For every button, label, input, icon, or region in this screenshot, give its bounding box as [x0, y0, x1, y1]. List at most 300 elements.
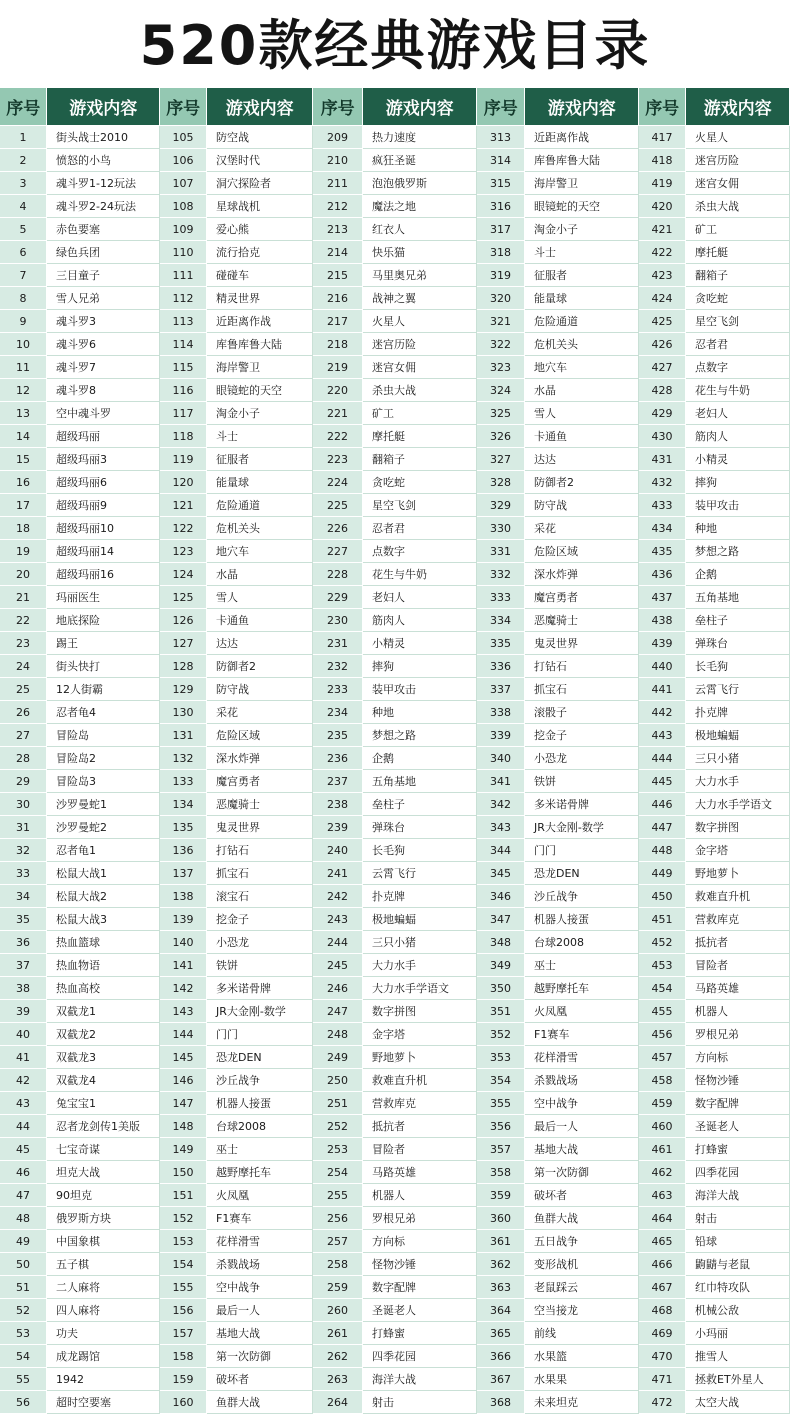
row-number: 49 [0, 1230, 47, 1253]
row-number: 359 [477, 1184, 525, 1207]
row-number: 466 [639, 1253, 686, 1276]
table-row [639, 287, 790, 310]
row-number: 133 [160, 770, 207, 793]
row-number: 24 [0, 655, 47, 678]
game-name: 斗士 [525, 241, 639, 264]
table-row [160, 977, 313, 1000]
column-header [477, 88, 639, 126]
row-number: 329 [477, 494, 525, 517]
row-number: 460 [639, 1115, 686, 1138]
game-name: 五角基地 [363, 770, 477, 793]
table-row [313, 724, 477, 747]
table-row [0, 1322, 160, 1345]
table-row [160, 425, 313, 448]
column-header [0, 88, 160, 126]
game-name: 罗根兄弟 [686, 1023, 790, 1046]
table-row [313, 1276, 477, 1299]
row-number: 116 [160, 379, 207, 402]
table-row [160, 839, 313, 862]
game-name: 海岸警卫 [525, 172, 639, 195]
table-row [639, 241, 790, 264]
row-number: 226 [313, 517, 363, 540]
row-number: 54 [0, 1345, 47, 1368]
table-row [477, 954, 639, 977]
table-row [0, 1000, 160, 1023]
game-name: 危机关头 [525, 333, 639, 356]
game-name: 弹珠台 [363, 816, 477, 839]
row-number: 430 [639, 425, 686, 448]
table-row [0, 977, 160, 1000]
table-row [160, 1368, 313, 1391]
game-name: 铁饼 [207, 954, 313, 977]
table-row [313, 333, 477, 356]
row-number: 364 [477, 1299, 525, 1322]
game-name: 征服者 [207, 448, 313, 471]
game-name: 沙罗曼蛇1 [47, 793, 160, 816]
row-number: 109 [160, 218, 207, 241]
table-row [160, 379, 313, 402]
table-row [160, 931, 313, 954]
table-row [313, 1000, 477, 1023]
table-row [477, 724, 639, 747]
row-number: 350 [477, 977, 525, 1000]
row-number: 14 [0, 425, 47, 448]
game-name: 雪人 [525, 402, 639, 425]
table-row [639, 264, 790, 287]
row-number: 426 [639, 333, 686, 356]
table-row [313, 632, 477, 655]
table-row [477, 540, 639, 563]
table-row [313, 448, 477, 471]
table-row [0, 310, 160, 333]
game-name: 五角基地 [686, 586, 790, 609]
game-name: 90坦克 [47, 1184, 160, 1207]
row-number: 328 [477, 471, 525, 494]
row-number: 152 [160, 1207, 207, 1230]
game-name: 拯救ET外星人 [686, 1368, 790, 1391]
game-name: 扑克牌 [363, 885, 477, 908]
row-number: 324 [477, 379, 525, 402]
row-number: 444 [639, 747, 686, 770]
game-name: 长毛狗 [363, 839, 477, 862]
game-name: 五子棋 [47, 1253, 160, 1276]
table-row [0, 632, 160, 655]
game-name: 雪人兄弟 [47, 287, 160, 310]
row-number: 461 [639, 1138, 686, 1161]
row-number: 423 [639, 264, 686, 287]
row-number: 368 [477, 1391, 525, 1414]
row-number: 138 [160, 885, 207, 908]
row-number: 21 [0, 586, 47, 609]
row-number: 234 [313, 701, 363, 724]
game-name: 淘金小子 [207, 402, 313, 425]
row-number: 107 [160, 172, 207, 195]
row-number: 141 [160, 954, 207, 977]
row-number: 363 [477, 1276, 525, 1299]
table-row [160, 1161, 313, 1184]
table-row [0, 609, 160, 632]
table-row [160, 1253, 313, 1276]
table-row [477, 816, 639, 839]
row-number: 240 [313, 839, 363, 862]
table-row [477, 425, 639, 448]
row-number: 212 [313, 195, 363, 218]
table-row [477, 471, 639, 494]
table-row [639, 195, 790, 218]
game-name: 星球战机 [207, 195, 313, 218]
table-row [160, 494, 313, 517]
game-name: JR大金刚-数学 [525, 816, 639, 839]
game-name: 种地 [686, 517, 790, 540]
row-number: 247 [313, 1000, 363, 1023]
table-row [639, 1391, 790, 1414]
game-name: 危险通道 [207, 494, 313, 517]
game-name: 海岸警卫 [207, 356, 313, 379]
table-row [477, 862, 639, 885]
table-row [313, 1345, 477, 1368]
row-number: 151 [160, 1184, 207, 1207]
game-name: 筋肉人 [363, 609, 477, 632]
game-name: 爱心熊 [207, 218, 313, 241]
row-number: 10 [0, 333, 47, 356]
game-name: 危机关头 [207, 517, 313, 540]
table-row [160, 862, 313, 885]
table-row [313, 172, 477, 195]
game-name: 水晶 [207, 563, 313, 586]
game-name: 抵抗者 [363, 1115, 477, 1138]
game-name: 12人街霸 [47, 678, 160, 701]
table-row [0, 1069, 160, 1092]
row-number: 29 [0, 770, 47, 793]
row-number: 117 [160, 402, 207, 425]
table-row [639, 1161, 790, 1184]
table-row [477, 1345, 639, 1368]
game-name: 防守战 [525, 494, 639, 517]
game-name: 云霄飞行 [363, 862, 477, 885]
row-number: 346 [477, 885, 525, 908]
game-name: 绿色兵团 [47, 241, 160, 264]
game-name: 采花 [525, 517, 639, 540]
row-number: 137 [160, 862, 207, 885]
table-row [639, 724, 790, 747]
table-row [477, 448, 639, 471]
table-row [477, 264, 639, 287]
table-row [160, 1322, 313, 1345]
game-name: 巫士 [207, 1138, 313, 1161]
table-column-3 [313, 88, 477, 1414]
table-row [477, 172, 639, 195]
row-number: 106 [160, 149, 207, 172]
game-name: 台球2008 [207, 1115, 313, 1138]
row-number: 366 [477, 1345, 525, 1368]
row-number: 358 [477, 1161, 525, 1184]
table-row [477, 310, 639, 333]
table-row [0, 402, 160, 425]
table-row [639, 1368, 790, 1391]
game-name: 筋肉人 [686, 425, 790, 448]
table-row [160, 1184, 313, 1207]
game-name: 火星人 [686, 126, 790, 149]
row-number: 239 [313, 816, 363, 839]
row-number: 349 [477, 954, 525, 977]
table-row [477, 195, 639, 218]
game-name: 泡泡俄罗斯 [363, 172, 477, 195]
table-row [160, 816, 313, 839]
table-row [639, 701, 790, 724]
table-row [0, 747, 160, 770]
game-name: 快乐猫 [363, 241, 477, 264]
table-row [639, 1276, 790, 1299]
game-name: 火凤凰 [525, 1000, 639, 1023]
row-number: 242 [313, 885, 363, 908]
game-name: 沙丘战争 [525, 885, 639, 908]
table-row [639, 471, 790, 494]
table-row [0, 1368, 160, 1391]
game-name: 眼镜蛇的天空 [207, 379, 313, 402]
table-row [477, 149, 639, 172]
table-row [477, 839, 639, 862]
row-number: 438 [639, 609, 686, 632]
game-name: 忍者龟1 [47, 839, 160, 862]
row-number: 43 [0, 1092, 47, 1115]
table-row [639, 908, 790, 931]
game-name: 花生与牛奶 [363, 563, 477, 586]
table-row [477, 1322, 639, 1345]
row-number: 118 [160, 425, 207, 448]
table-row [477, 609, 639, 632]
table-row [313, 977, 477, 1000]
table-row [0, 425, 160, 448]
game-name: 街头战士2010 [47, 126, 160, 149]
game-name: 玛丽医生 [47, 586, 160, 609]
table-row [160, 1046, 313, 1069]
row-number: 243 [313, 908, 363, 931]
table-row [0, 908, 160, 931]
row-number: 254 [313, 1161, 363, 1184]
table-row [313, 1092, 477, 1115]
table-row [160, 333, 313, 356]
game-name: 防守战 [207, 678, 313, 701]
row-number: 343 [477, 816, 525, 839]
table-row [160, 1345, 313, 1368]
row-number: 220 [313, 379, 363, 402]
game-name: 魔宫勇者 [525, 586, 639, 609]
row-number: 157 [160, 1322, 207, 1345]
table-row [639, 517, 790, 540]
row-number: 456 [639, 1023, 686, 1046]
row-number: 25 [0, 678, 47, 701]
game-name: 星空飞剑 [686, 310, 790, 333]
row-number: 367 [477, 1368, 525, 1391]
table-row [0, 1046, 160, 1069]
row-number: 463 [639, 1184, 686, 1207]
row-number: 362 [477, 1253, 525, 1276]
table-row [477, 126, 639, 149]
game-name: 淘金小子 [525, 218, 639, 241]
header-game-label: 游戏内容 [207, 88, 313, 125]
game-name: 鬼灵世界 [207, 816, 313, 839]
row-number: 119 [160, 448, 207, 471]
game-name: 机器人接蛋 [525, 908, 639, 931]
table-row [0, 770, 160, 793]
table-row [639, 609, 790, 632]
table-row [0, 885, 160, 908]
game-name: 马里奥兄弟 [363, 264, 477, 287]
game-name: 野地萝卜 [686, 862, 790, 885]
game-name: 热血篮球 [47, 931, 160, 954]
row-number: 229 [313, 586, 363, 609]
table-row [639, 1184, 790, 1207]
game-name: 摔狗 [686, 471, 790, 494]
header-number-label: 序号 [313, 88, 363, 125]
table-row [639, 954, 790, 977]
table-row [160, 770, 313, 793]
game-name: JR大金刚-数学 [207, 1000, 313, 1023]
page-title: 520款经典游戏目录 [139, 14, 651, 77]
game-name: 翻箱子 [686, 264, 790, 287]
table-row [160, 517, 313, 540]
table-row [313, 1391, 477, 1414]
game-name: 小玛丽 [686, 1322, 790, 1345]
table-row [160, 1207, 313, 1230]
table-row [0, 218, 160, 241]
row-number: 155 [160, 1276, 207, 1299]
row-number: 429 [639, 402, 686, 425]
game-name: 小恐龙 [525, 747, 639, 770]
table-row [313, 1046, 477, 1069]
row-number: 434 [639, 517, 686, 540]
row-number: 156 [160, 1299, 207, 1322]
table-row [0, 1230, 160, 1253]
game-name: 企鹅 [363, 747, 477, 770]
game-name: 功夫 [47, 1322, 160, 1345]
table-row [639, 149, 790, 172]
row-number: 227 [313, 540, 363, 563]
table-row [639, 356, 790, 379]
game-name: 忍者龙剑传1美版 [47, 1115, 160, 1138]
row-number: 331 [477, 540, 525, 563]
game-name: 多米诺骨牌 [207, 977, 313, 1000]
row-number: 258 [313, 1253, 363, 1276]
game-name: 海洋大战 [363, 1368, 477, 1391]
table-row [0, 1276, 160, 1299]
table-row [477, 747, 639, 770]
game-name: 抓宝石 [207, 862, 313, 885]
table-row [0, 655, 160, 678]
table-row [0, 1391, 160, 1414]
table-row [639, 172, 790, 195]
table-row [313, 517, 477, 540]
game-name: 忍者君 [363, 517, 477, 540]
game-name: 地底探险 [47, 609, 160, 632]
game-name: 双截龙1 [47, 1000, 160, 1023]
row-number: 149 [160, 1138, 207, 1161]
game-name: 圣诞老人 [363, 1299, 477, 1322]
game-name: 火凤凰 [207, 1184, 313, 1207]
row-number: 469 [639, 1322, 686, 1345]
game-name: 数字配牌 [363, 1276, 477, 1299]
row-number: 345 [477, 862, 525, 885]
table-row [160, 1230, 313, 1253]
game-name: 前线 [525, 1322, 639, 1345]
game-name: 摩托艇 [363, 425, 477, 448]
row-number: 313 [477, 126, 525, 149]
game-name: 营救库克 [686, 908, 790, 931]
game-name: 基地大战 [525, 1138, 639, 1161]
column-rows [160, 126, 313, 1414]
game-name: 老妇人 [686, 402, 790, 425]
row-number: 464 [639, 1207, 686, 1230]
table-row [313, 586, 477, 609]
row-number: 442 [639, 701, 686, 724]
row-number: 209 [313, 126, 363, 149]
table-row [160, 172, 313, 195]
table-row [313, 954, 477, 977]
table-row [0, 563, 160, 586]
table-row [639, 1138, 790, 1161]
row-number: 105 [160, 126, 207, 149]
game-name: 库鲁库鲁大陆 [207, 333, 313, 356]
game-name: 防空战 [207, 126, 313, 149]
game-name: 机器人接蛋 [207, 1092, 313, 1115]
game-name: 红衣人 [363, 218, 477, 241]
table-row [160, 586, 313, 609]
table-row [313, 402, 477, 425]
table-row [313, 1368, 477, 1391]
row-number: 158 [160, 1345, 207, 1368]
row-number: 112 [160, 287, 207, 310]
game-name: 迷宫女佣 [363, 356, 477, 379]
game-name: 星空飞剑 [363, 494, 477, 517]
table-row [0, 1115, 160, 1138]
table-row [477, 770, 639, 793]
game-name: 危险区域 [207, 724, 313, 747]
table-row [477, 1046, 639, 1069]
table-row [0, 862, 160, 885]
game-name: 深水炸弹 [207, 747, 313, 770]
table-row [160, 1069, 313, 1092]
row-number: 351 [477, 1000, 525, 1023]
game-name: 恶魔骑士 [525, 609, 639, 632]
game-name: 超级玛丽 [47, 425, 160, 448]
game-name: 巫士 [525, 954, 639, 977]
game-name: 卡通鱼 [207, 609, 313, 632]
game-catalog-table [0, 88, 790, 1414]
table-row [639, 402, 790, 425]
table-row [0, 517, 160, 540]
game-name: 松鼠大战2 [47, 885, 160, 908]
row-number: 36 [0, 931, 47, 954]
table-row [313, 218, 477, 241]
table-row [313, 931, 477, 954]
table-row [0, 471, 160, 494]
game-name: 极地蝙蝠 [686, 724, 790, 747]
row-number: 332 [477, 563, 525, 586]
table-row [313, 264, 477, 287]
table-row [0, 1345, 160, 1368]
table-row [160, 747, 313, 770]
row-number: 233 [313, 678, 363, 701]
game-name: 三目童子 [47, 264, 160, 287]
row-number: 134 [160, 793, 207, 816]
table-row [313, 839, 477, 862]
row-number: 3 [0, 172, 47, 195]
game-name: 铁饼 [525, 770, 639, 793]
game-name: 垒柱子 [686, 609, 790, 632]
game-name: 危险通道 [525, 310, 639, 333]
game-name: 空当接龙 [525, 1299, 639, 1322]
game-name: 摩托艇 [686, 241, 790, 264]
